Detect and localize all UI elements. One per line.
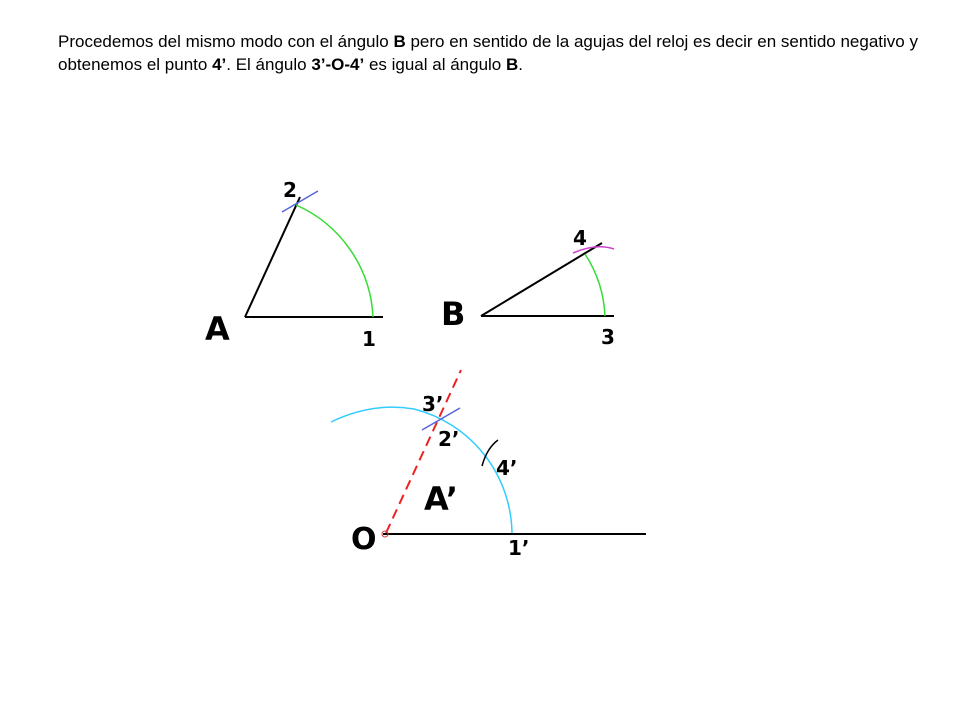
angle-a-figure (205, 178, 383, 351)
label-3: 3 (601, 325, 615, 349)
label-4: 4 (573, 226, 587, 250)
label-origin-o: O (351, 522, 377, 557)
angle-a-side-ray (245, 197, 300, 317)
label-2: 2 (283, 178, 297, 202)
label-1: 1 (362, 327, 376, 351)
caption-bold-b: B (393, 32, 406, 51)
arc-cyan-left (331, 407, 414, 422)
label-4p: 4’ (496, 456, 518, 480)
caption-part-5: . (518, 55, 524, 74)
angle-b-arc (585, 254, 605, 316)
caption-bold-4p: 4’ (212, 55, 227, 74)
angle-b-side-ray (481, 243, 602, 316)
caption-part-4: es igual al ángulo (364, 55, 506, 74)
transferred-angle-figure (331, 370, 646, 560)
caption-bold-b2: B (506, 55, 519, 74)
caption-part-2: pero en sentido de la agujas del reloj es decir en sentido negativo y obtenemos el punto (58, 32, 918, 74)
label-2p: 2’ (438, 427, 460, 451)
label-3p: 3’ (422, 392, 444, 416)
label-a: A (205, 310, 230, 348)
label-b: B (441, 295, 466, 333)
caption-part-1: Procedemos del mismo modo con el ángulo (58, 32, 394, 51)
label-ap: A’ (424, 480, 458, 518)
angle-a-arc (296, 205, 373, 317)
label-1p: 1’ (508, 536, 530, 560)
angle-b-figure (441, 226, 615, 349)
caption-part-3: . El ángulo (226, 55, 312, 74)
caption-bold-angle: 3’-O-4’ (311, 55, 365, 74)
